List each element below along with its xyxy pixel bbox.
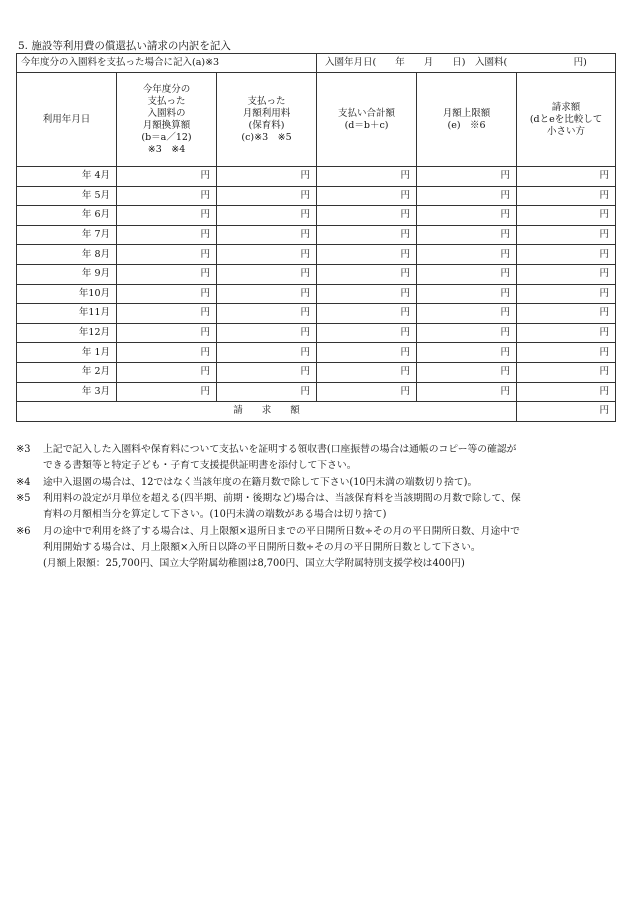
claim-amount-cell[interactable]: 円: [517, 245, 616, 265]
month-row: [17, 167, 616, 187]
monthly-admission-cell[interactable]: 円: [117, 323, 217, 343]
footnote: [16, 475, 616, 491]
month-label[interactable]: 年 9月: [17, 264, 117, 284]
month-label[interactable]: 年10月: [17, 284, 117, 304]
monthly-fee-cell[interactable]: 円: [217, 362, 317, 382]
monthly-fee-cell[interactable]: 円: [217, 206, 317, 226]
claim-amount-cell[interactable]: 円: [517, 284, 616, 304]
col-header-monthly-admission: 今年度分の 支払った 入園料の 月額換算額 (b＝a／12) ※3 ※4: [117, 73, 217, 167]
monthly-limit-cell[interactable]: 円: [417, 304, 517, 324]
monthly-limit-cell[interactable]: 円: [417, 284, 517, 304]
month-row: [17, 323, 616, 343]
footnote-text: 上記で記入した入園料や保育料について支払いを証明する領収書(口座振替の場合は通帳のコピー等の確認が できる書類等と特定子ども・子育て支援提供証明書を添付して下さい。: [43, 444, 517, 471]
monthly-limit-cell[interactable]: 円: [417, 343, 517, 363]
monthly-admission-cell[interactable]: 円: [117, 284, 217, 304]
footnote-mark: ※5: [16, 493, 31, 505]
claim-amount-cell[interactable]: 円: [517, 264, 616, 284]
month-row: [17, 362, 616, 382]
footnote: [16, 442, 616, 474]
monthly-fee-cell[interactable]: 円: [217, 343, 317, 363]
month-row: [17, 264, 616, 284]
footnote-mark: ※6: [16, 525, 31, 537]
col-header-monthly-fee: 支払った 月額利用料 (保育料) (c)※3 ※5: [217, 73, 317, 167]
total-paid-cell[interactable]: 円: [317, 167, 417, 187]
monthly-limit-cell[interactable]: 円: [417, 264, 517, 284]
month-row: [17, 186, 616, 206]
monthly-admission-cell[interactable]: 円: [117, 167, 217, 187]
footnote-mark: ※3: [16, 444, 31, 455]
monthly-fee-cell[interactable]: 円: [217, 284, 317, 304]
monthly-fee-cell[interactable]: 円: [217, 323, 317, 343]
monthly-limit-cell[interactable]: 円: [417, 323, 517, 343]
monthly-admission-cell[interactable]: 円: [117, 264, 217, 284]
monthly-fee-cell[interactable]: 円: [217, 167, 317, 187]
total-paid-cell[interactable]: 円: [317, 323, 417, 343]
monthly-fee-cell[interactable]: 円: [217, 264, 317, 284]
total-paid-cell[interactable]: 円: [317, 225, 417, 245]
col-header-monthly-limit: 月額上限額 (e) ※6: [417, 73, 517, 167]
month-label[interactable]: 年 3月: [17, 382, 117, 402]
total-paid-cell[interactable]: 円: [317, 186, 417, 206]
footnote-mark: ※4: [16, 476, 31, 488]
month-label[interactable]: 年 8月: [17, 245, 117, 265]
monthly-limit-cell[interactable]: 円: [417, 167, 517, 187]
monthly-limit-cell[interactable]: 円: [417, 206, 517, 226]
monthly-admission-cell[interactable]: 円: [117, 206, 217, 226]
total-paid-cell[interactable]: 円: [317, 382, 417, 402]
total-paid-cell[interactable]: 円: [317, 284, 417, 304]
footnotes: [16, 442, 616, 572]
monthly-admission-cell[interactable]: 円: [117, 343, 217, 363]
total-row: [17, 402, 616, 422]
reimbursement-table: [16, 53, 616, 422]
claim-amount-cell[interactable]: 円: [517, 186, 616, 206]
footnote: [16, 491, 616, 523]
monthly-fee-cell[interactable]: 円: [217, 186, 317, 206]
month-row: [17, 304, 616, 324]
month-row: [17, 343, 616, 363]
monthly-admission-cell[interactable]: 円: [117, 362, 217, 382]
claim-amount-cell[interactable]: 円: [517, 225, 616, 245]
admission-fee-note: 今年度分の入園料を支払った場合に記入(a)※3: [17, 54, 317, 73]
claim-amount-cell[interactable]: 円: [517, 304, 616, 324]
monthly-admission-cell[interactable]: 円: [117, 186, 217, 206]
claim-amount-cell[interactable]: 円: [517, 382, 616, 402]
month-row: [17, 206, 616, 226]
month-label[interactable]: 年12月: [17, 323, 117, 343]
month-row: [17, 382, 616, 402]
monthly-fee-cell[interactable]: 円: [217, 245, 317, 265]
footnote-text: 途中入退園の場合は、12ではなく当該年度の在籍月数で除して下さい(10円未満の端数切り捨て)。: [43, 476, 478, 488]
monthly-limit-cell[interactable]: 円: [417, 245, 517, 265]
admission-fee-row: [17, 54, 616, 73]
total-paid-cell[interactable]: 円: [317, 362, 417, 382]
month-row: [17, 284, 616, 304]
monthly-fee-cell[interactable]: 円: [217, 225, 317, 245]
footnote-text: 利用料の設定が月単位を超える(四半期、前期・後期など)場合は、当該保育料を当該期間の月数で除して、保 育料の月額相当分を算定して下さい。(10円未満の端数がある場合は切り捨て): [43, 493, 521, 521]
month-label[interactable]: 年 6月: [17, 206, 117, 226]
monthly-limit-cell[interactable]: 円: [417, 382, 517, 402]
month-label[interactable]: 年11月: [17, 304, 117, 324]
month-label[interactable]: 年 5月: [17, 186, 117, 206]
monthly-admission-cell[interactable]: 円: [117, 382, 217, 402]
section-title: 5. 施設等利用費の償還払い請求の内訳を記入: [18, 40, 231, 52]
total-claim-label: 請 求 額: [17, 402, 517, 422]
footnote-text: 月の途中で利用を終了する場合は、月上限額×退所日までの平日開所日数÷その月の平日開所日数、月途中で 利用開始する場合は、月上限額×入所日以降の平日開所日数÷その月の平日開所日数として下さい。 (月額上限額：25,700円、国立大学附属幼稚園は8,700円、国立大学附属特別支援学校は400円): [43, 525, 520, 569]
claim-amount-cell[interactable]: 円: [517, 362, 616, 382]
monthly-admission-cell[interactable]: 円: [117, 225, 217, 245]
total-paid-cell[interactable]: 円: [317, 264, 417, 284]
monthly-limit-cell[interactable]: 円: [417, 362, 517, 382]
claim-amount-cell[interactable]: 円: [517, 343, 616, 363]
col-header-usage-date: 利用年月日: [17, 73, 117, 167]
claim-amount-cell[interactable]: 円: [517, 167, 616, 187]
month-row: [17, 225, 616, 245]
total-paid-cell[interactable]: 円: [317, 304, 417, 324]
monthly-admission-cell[interactable]: 円: [117, 245, 217, 265]
col-header-claim-amount: 請求額 (dとeを比較して 小さい方: [517, 73, 616, 167]
monthly-admission-cell[interactable]: 円: [117, 304, 217, 324]
month-label[interactable]: 年 7月: [17, 225, 117, 245]
total-claim-amount[interactable]: 円: [517, 402, 616, 422]
monthly-fee-cell[interactable]: 円: [217, 382, 317, 402]
month-label[interactable]: 年 4月: [17, 167, 117, 187]
column-header-row: [17, 73, 616, 167]
footnote: [16, 524, 616, 571]
monthly-limit-cell[interactable]: 円: [417, 186, 517, 206]
col-header-total-paid: 支払い合計額 (d＝b＋c): [317, 73, 417, 167]
total-paid-cell[interactable]: 円: [317, 206, 417, 226]
admission-date-fee-field[interactable]: 入園年月日( 年 月 日) 入園料( 円): [317, 54, 616, 73]
claim-amount-cell[interactable]: 円: [517, 206, 616, 226]
monthly-limit-cell[interactable]: 円: [417, 225, 517, 245]
month-label[interactable]: 年 2月: [17, 362, 117, 382]
month-row: [17, 245, 616, 265]
total-paid-cell[interactable]: 円: [317, 245, 417, 265]
monthly-fee-cell[interactable]: 円: [217, 304, 317, 324]
month-label[interactable]: 年 1月: [17, 343, 117, 363]
total-paid-cell[interactable]: 円: [317, 343, 417, 363]
claim-amount-cell[interactable]: 円: [517, 323, 616, 343]
